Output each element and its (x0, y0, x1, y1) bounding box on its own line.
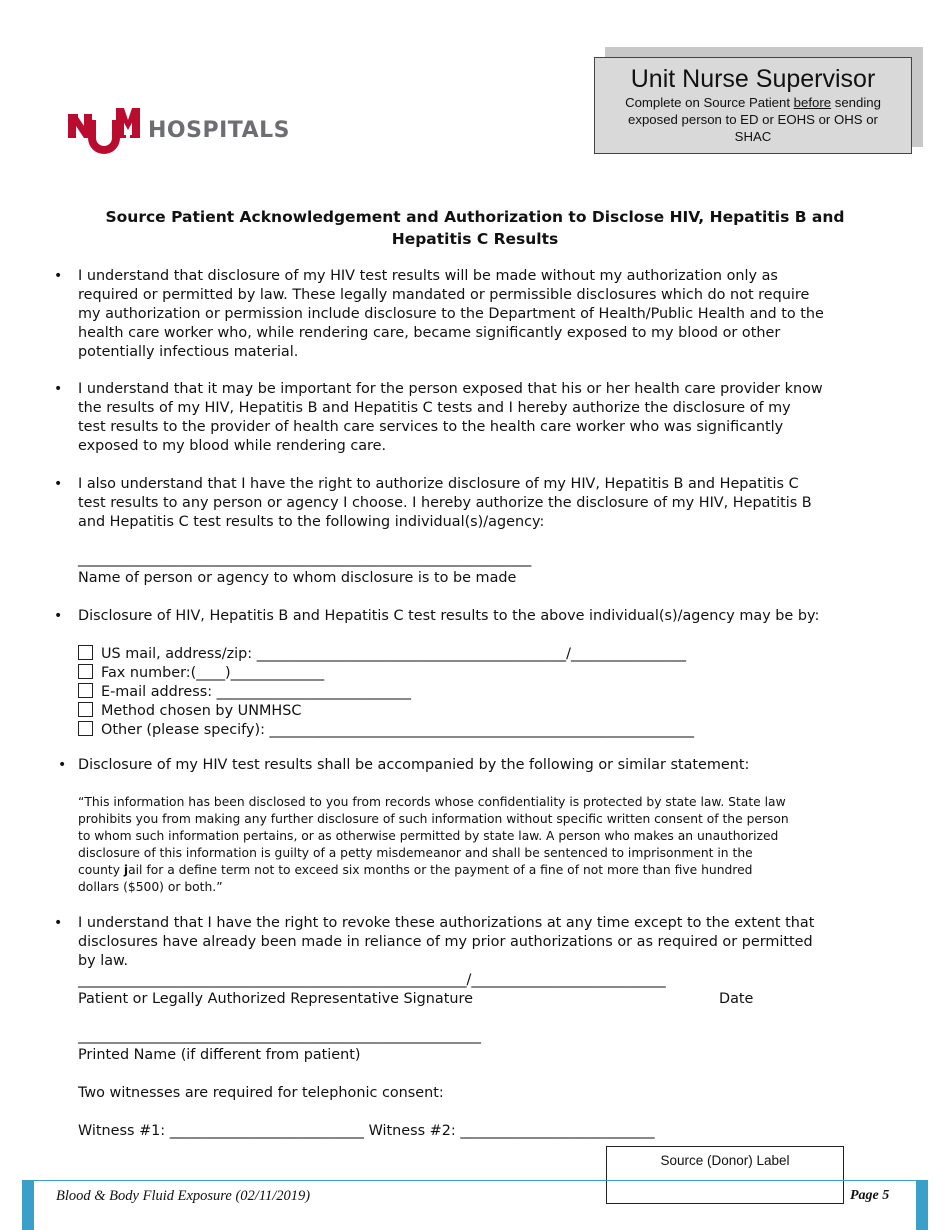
option-email: E-mail address: ___________________________ (78, 683, 411, 702)
unm-hospitals-logo (68, 106, 298, 156)
confidentiality-statement: “This information has been disclosed to you from records whose confidentiality is protected by state law. State law prohibits you from making any further disclosure of such information without specific written consent of the person to whom such information pertains, or as otherwise permitted by state law. A person who makes an unauthorized disclosure of this information is guilty of a petty misdemeanor and shall be sentenced to imprisonment in the county jail for a define term not to exceed six months or the payment of a fine of not more than five hundred dollars ($500) or both.” (78, 795, 789, 894)
option-fax: Fax number:(____)_____________ (78, 664, 324, 683)
fax-checkbox[interactable] (78, 664, 93, 679)
unmhsc-checkbox[interactable] (78, 702, 93, 717)
footer-divider (22, 1180, 928, 1181)
paragraph-hiv-disclosure: I understand that disclosure of my HIV test results will be made without my authorization only as required or permitted by law. These legally mandated or permissible disclosures which do not require my authorization or permission include disclosure to the Department of Health/Public Health and to the health care worker who, while rendering care, became significantly exposed to my blood or other potentially infectious material. (78, 268, 824, 360)
bullet-icon: • (54, 915, 63, 931)
paragraph-authorize-agency: I also understand that I have the right to authorize disclosure of my HIV, Hepatitis B and Hepatitis C test results to any person or agency I choose. I hereby authorize the disclosure of my HIV, Hepatitis B and Hepatitis C test results to the following individual(s)/agency: (78, 476, 812, 530)
other-checkbox[interactable] (78, 721, 93, 736)
bullet-icon: • (54, 381, 63, 397)
option-us-mail: US mail, address/zip: ___________________________________________/________________ (78, 645, 686, 664)
printed-name-field[interactable]: ________________________________________________________ (78, 1028, 481, 1044)
paragraph-disclosure-method: Disclosure of HIV, Hepatitis B and Hepatitis C test results to the above individual(s)/agency may be by: (78, 608, 820, 624)
agency-name-field[interactable]: _______________________________________________________________ (78, 551, 532, 567)
signature-date-field[interactable]: ______________________________________________________/___________________________ (78, 972, 666, 988)
footer-document-name: Blood & Body Fluid Exposure (02/11/2019) (56, 1188, 311, 1204)
document-title: Source Patient Acknowledgement and Authorization to Disclose HIV, Hepatitis B and Hepatitis C Results (105, 208, 845, 248)
footer-bar-right (916, 1180, 928, 1230)
label-box-text: Source (Donor) Label (660, 1153, 790, 1168)
option-unmhsc: Method chosen by UNMHSC (78, 702, 301, 721)
signature-caption: Patient or Legally Authorized Representative Signature (78, 991, 473, 1007)
paragraph-revoke: I understand that I have the right to revoke these authorizations at any time except to the extent that disclosures have already been made in reliance of my prior authorizations or as required or permitted by law. (78, 915, 815, 969)
email-checkbox[interactable] (78, 683, 93, 698)
bullet-icon: • (54, 476, 63, 492)
supervisor-instructions: Complete on Source Patient before sending exposed person to ED or EOHS or OHS or SHAC (625, 95, 881, 144)
supervisor-box (594, 57, 912, 154)
footer-bar-left (22, 1180, 34, 1230)
printed-name-caption: Printed Name (if different from patient) (78, 1047, 361, 1063)
bullet-icon: • (54, 268, 63, 284)
unm-logo-icon (68, 106, 140, 156)
paragraph-provider-results: I understand that it may be important for the person exposed that his or her health care provider know the results of my HIV, Hepatitis B and Hepatitis C tests and I hereby authorize the disclosure of my test results to the provider of health care services to the health care worker who was significantly exposed to my blood while rendering care. (78, 381, 823, 454)
witness-note: Two witnesses are required for telephonic consent: (78, 1085, 444, 1101)
logo-text: HOSPITALS (148, 118, 290, 143)
date-caption: Date (719, 991, 754, 1007)
us-mail-checkbox[interactable] (78, 645, 93, 660)
supervisor-title: Unit Nurse Supervisor (630, 65, 876, 93)
footer-page-number: Page 5 (850, 1188, 890, 1203)
bullet-icon: • (54, 608, 63, 624)
witness-fields[interactable]: Witness #1: ___________________________ Witness #2: ___________________________ (78, 1123, 655, 1139)
paragraph-statement: Disclosure of my HIV test results shall be accompanied by the following or similar statement: (78, 757, 750, 773)
agency-name-caption: Name of person or agency to whom disclosure is to be made (78, 570, 517, 586)
source-donor-label-box (606, 1146, 844, 1204)
bullet-icon: • (58, 757, 67, 773)
option-other: Other (please specify): ___________________________________________________________ (78, 721, 694, 740)
